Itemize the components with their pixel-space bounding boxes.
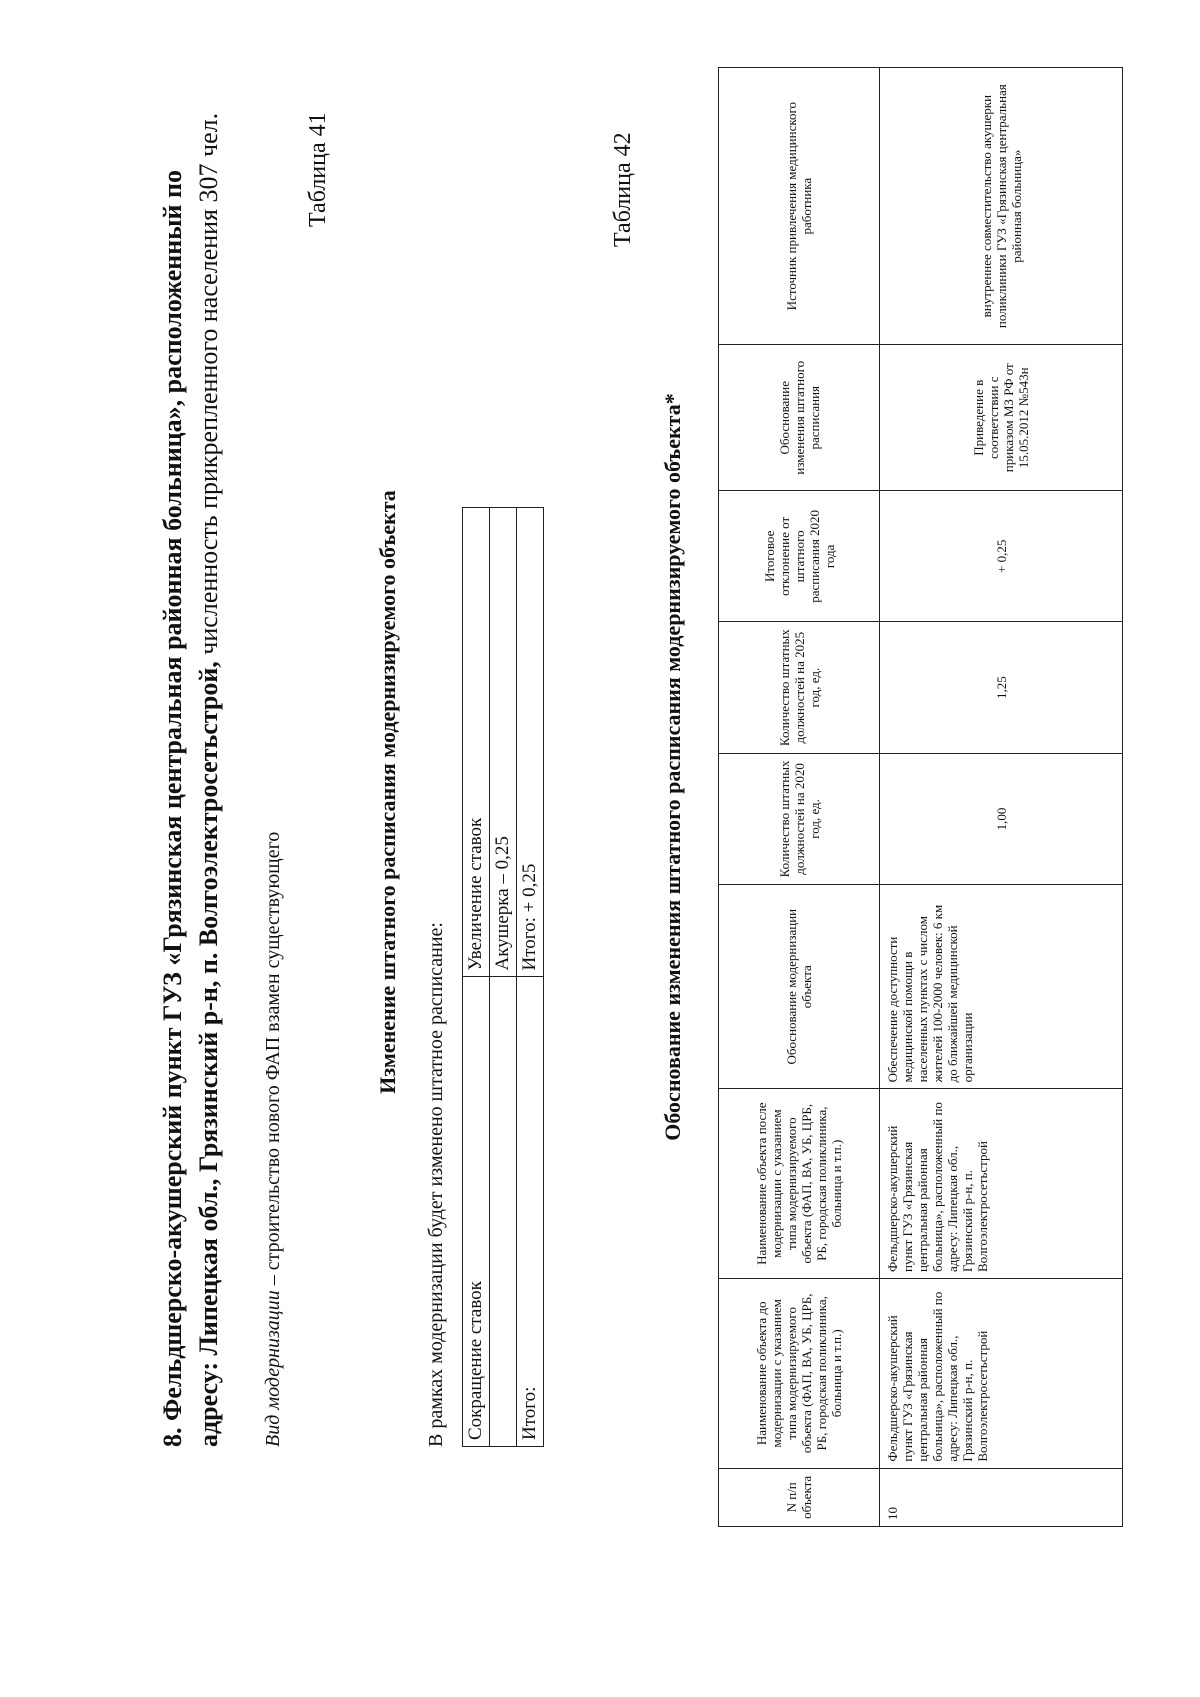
table-cell: внутреннее совместительство акушерки поликлиники ГУЗ «Грязинская центральная районная больница» — [880, 68, 1123, 345]
header-cell: Источник привлечения медицинского работника — [719, 68, 880, 345]
section-heading-bold: 8. Фельдшерско-акушерский пункт ГУЗ «Грязинская центральная районная больница», расположенный по адресу: Липецкая обл., Грязинский р-н, п. Волгоэлектросетьстрой, — [158, 169, 223, 1447]
table-cell — [490, 977, 517, 1447]
header-cell: Обоснование изменения штатного расписания — [719, 345, 880, 491]
table-row — [463, 508, 490, 1447]
section-heading — [155, 87, 227, 1447]
modernization-type-value: – строительство нового ФАП взамен существующего — [262, 831, 284, 1291]
table41-title: Изменение штатного расписания модернизируемого объекта — [375, 490, 400, 1094]
header-cell: Обоснование модернизации объекта — [719, 885, 880, 1089]
table-cell: Обеспечение доступности медицинской помощи в населенных пунктах с числом жителей 100-2000 человек: 6 км до ближайшей медицинской организации — [880, 885, 1123, 1089]
table-cell: Итого: — [517, 977, 544, 1447]
table-row — [880, 68, 1123, 1527]
section-heading-population: численность прикрепленного населения 307 чел. — [194, 112, 223, 662]
table42-title: Обоснование изменения штатного расписания модернизируемого объекта* — [660, 393, 685, 1141]
staff-justification-table — [718, 67, 1123, 1527]
table41-label: Таблица 41 — [305, 112, 331, 227]
table-row — [490, 508, 517, 1447]
header-cell: Количество штатных должностей на 2020 год, ед. — [719, 753, 880, 884]
table-cell: 1,00 — [880, 753, 1123, 884]
table-cell: Сокращение ставок — [463, 977, 490, 1447]
table-row — [517, 508, 544, 1447]
table-cell: Итого: + 0,25 — [517, 508, 544, 978]
modernization-type — [262, 832, 285, 1447]
table42-label: Таблица 42 — [610, 132, 636, 247]
table-cell: 10 — [880, 1468, 1123, 1526]
table-cell: Фельдшерско-акушерский пункт ГУЗ «Грязинская центральная районная больница», расположенный по адресу: Липецкая обл., Грязинский р-н, п. Волгоэлектросетьстрой — [880, 1089, 1123, 1279]
table-cell: 1,25 — [880, 622, 1123, 753]
table-header-row — [719, 68, 880, 1527]
table-cell: Фельдшерско-акушерский пункт ГУЗ «Грязинская центральная районная больница», расположенный по адресу: Липецкая обл., Грязинский р-н, п. Волгоэлектросетьстрой — [880, 1278, 1123, 1468]
header-cell: Количество штатных должностей на 2025 год, ед. — [719, 622, 880, 753]
table-cell: Акушерка – 0,25 — [490, 508, 517, 978]
table-cell: Увеличение ставок — [463, 508, 490, 978]
staff-change-table — [462, 507, 544, 1447]
modernization-type-label: Вид модернизации — [262, 1290, 284, 1447]
header-cell: Наименование объекта после модернизации с указанием типа модернизируемого объекта (ФАП, ВА, УБ, ЦРБ, РБ, городская поликлиника, больница и т.п.) — [719, 1089, 880, 1279]
header-cell: N п/п объекта — [719, 1468, 880, 1526]
table-cell: Приведение в соответствии с приказом МЗ РФ от 15.05.2012 №543н — [880, 345, 1123, 491]
header-cell: Наименование объекта до модернизации с указанием типа модернизируемого объекта (ФАП, ВА, УБ, ЦРБ, РБ, городская поликлиника, больница и т.п.) — [719, 1278, 880, 1468]
table41-intro: В рамках модернизации будет изменено штатное расписание: — [425, 922, 447, 1447]
table-cell: + 0,25 — [880, 491, 1123, 622]
header-cell: Итоговое отклонение от штатного расписания 2020 года — [719, 491, 880, 622]
